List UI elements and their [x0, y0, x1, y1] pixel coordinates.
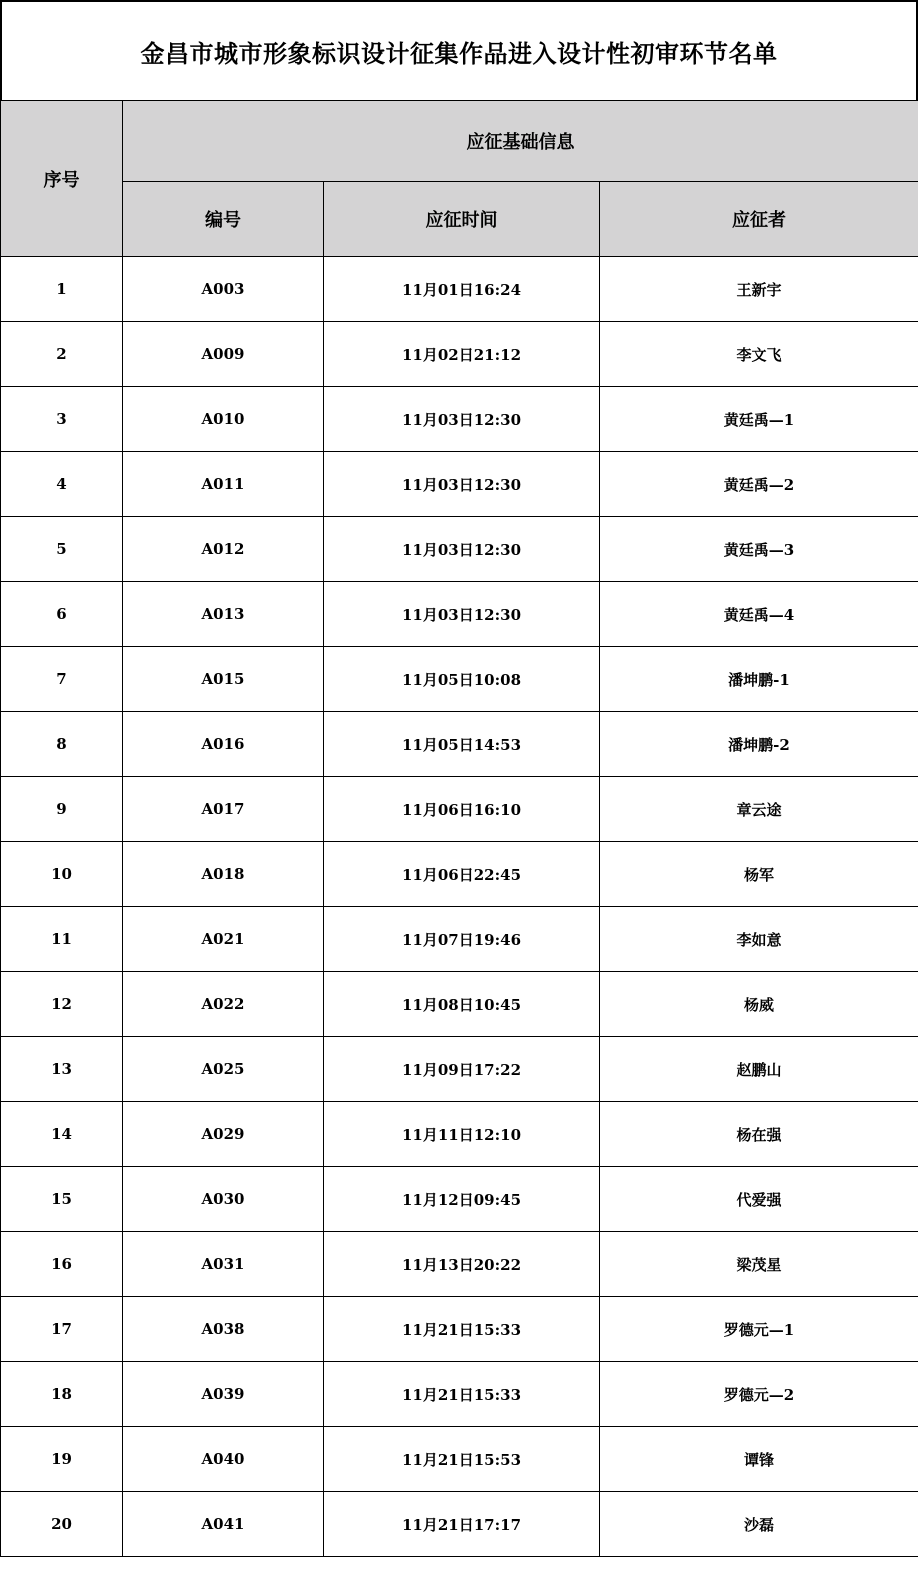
cell-seq: 20 — [1, 1492, 123, 1557]
cell-code: A011 — [123, 452, 324, 517]
cell-applicant: 杨军 — [600, 842, 918, 907]
table-row — [1, 647, 918, 712]
cell-applicant: 王新宇 — [600, 257, 918, 322]
applicant-table — [0, 100, 918, 1557]
cell-time: 11月03日12:30 — [324, 517, 600, 582]
cell-time: 11月07日19:46 — [324, 907, 600, 972]
table-body — [1, 257, 918, 1557]
table-row — [1, 1102, 918, 1167]
cell-seq: 8 — [1, 712, 123, 777]
table-row — [1, 1362, 918, 1427]
cell-code: A040 — [123, 1427, 324, 1492]
cell-time: 11月05日10:08 — [324, 647, 600, 712]
cell-code: A039 — [123, 1362, 324, 1427]
cell-applicant: 李如意 — [600, 907, 918, 972]
cell-code: A017 — [123, 777, 324, 842]
table-row — [1, 1492, 918, 1557]
cell-code: A016 — [123, 712, 324, 777]
cell-time: 11月01日16:24 — [324, 257, 600, 322]
table-row — [1, 777, 918, 842]
cell-seq: 7 — [1, 647, 123, 712]
cell-seq: 2 — [1, 322, 123, 387]
header-row-group — [1, 101, 918, 182]
cell-seq: 6 — [1, 582, 123, 647]
table-row — [1, 452, 918, 517]
cell-time: 11月03日12:30 — [324, 387, 600, 452]
document-title: 金昌市城市形象标识设计征集作品进入设计性初审环节名单 — [140, 38, 778, 68]
cell-applicant: 黄廷禹—4 — [600, 582, 918, 647]
header-seq: 序号 — [1, 101, 123, 257]
cell-applicant: 梁茂星 — [600, 1232, 918, 1297]
cell-code: A015 — [123, 647, 324, 712]
cell-applicant: 黄廷禹—2 — [600, 452, 918, 517]
cell-time: 11月21日17:17 — [324, 1492, 600, 1557]
cell-applicant: 谭锋 — [600, 1427, 918, 1492]
cell-time: 11月21日15:33 — [324, 1362, 600, 1427]
cell-seq: 15 — [1, 1167, 123, 1232]
cell-time: 11月09日17:22 — [324, 1037, 600, 1102]
cell-code: A003 — [123, 257, 324, 322]
cell-seq: 1 — [1, 257, 123, 322]
header-applicant: 应征者 — [600, 182, 918, 257]
cell-time: 11月03日12:30 — [324, 582, 600, 647]
cell-code: A013 — [123, 582, 324, 647]
cell-time: 11月06日22:45 — [324, 842, 600, 907]
cell-code: A022 — [123, 972, 324, 1037]
cell-seq: 19 — [1, 1427, 123, 1492]
cell-code: A038 — [123, 1297, 324, 1362]
cell-code: A029 — [123, 1102, 324, 1167]
title-box — [0, 0, 918, 102]
cell-seq: 9 — [1, 777, 123, 842]
table-header — [1, 101, 918, 257]
cell-applicant: 杨在强 — [600, 1102, 918, 1167]
cell-applicant: 代爱强 — [600, 1167, 918, 1232]
cell-time: 11月11日12:10 — [324, 1102, 600, 1167]
cell-applicant: 黄廷禹—1 — [600, 387, 918, 452]
cell-code: A012 — [123, 517, 324, 582]
cell-code: A009 — [123, 322, 324, 387]
table-row — [1, 712, 918, 777]
cell-code: A031 — [123, 1232, 324, 1297]
cell-seq: 14 — [1, 1102, 123, 1167]
table-row — [1, 257, 918, 322]
cell-time: 11月02日21:12 — [324, 322, 600, 387]
cell-seq: 18 — [1, 1362, 123, 1427]
header-time: 应征时间 — [324, 182, 600, 257]
cell-seq: 10 — [1, 842, 123, 907]
cell-applicant: 李文飞 — [600, 322, 918, 387]
cell-seq: 13 — [1, 1037, 123, 1102]
cell-time: 11月12日09:45 — [324, 1167, 600, 1232]
cell-time: 11月21日15:33 — [324, 1297, 600, 1362]
cell-code: A030 — [123, 1167, 324, 1232]
table-row — [1, 1297, 918, 1362]
cell-applicant: 赵鹏山 — [600, 1037, 918, 1102]
cell-seq: 16 — [1, 1232, 123, 1297]
table-row — [1, 582, 918, 647]
cell-time: 11月05日14:53 — [324, 712, 600, 777]
cell-code: A041 — [123, 1492, 324, 1557]
cell-code: A018 — [123, 842, 324, 907]
cell-seq: 4 — [1, 452, 123, 517]
cell-seq: 5 — [1, 517, 123, 582]
table-row — [1, 1167, 918, 1232]
cell-code: A021 — [123, 907, 324, 972]
cell-seq: 11 — [1, 907, 123, 972]
cell-seq: 12 — [1, 972, 123, 1037]
cell-seq: 17 — [1, 1297, 123, 1362]
cell-applicant: 沙磊 — [600, 1492, 918, 1557]
table-row — [1, 322, 918, 387]
header-group-basic-info: 应征基础信息 — [123, 101, 918, 182]
cell-time: 11月13日20:22 — [324, 1232, 600, 1297]
cell-time: 11月21日15:53 — [324, 1427, 600, 1492]
cell-applicant: 潘坤鹏-2 — [600, 712, 918, 777]
cell-applicant: 章云途 — [600, 777, 918, 842]
cell-applicant: 黄廷禹—3 — [600, 517, 918, 582]
cell-code: A010 — [123, 387, 324, 452]
cell-time: 11月08日10:45 — [324, 972, 600, 1037]
table-row — [1, 387, 918, 452]
table-row — [1, 1427, 918, 1492]
header-code: 编号 — [123, 182, 324, 257]
cell-applicant: 杨威 — [600, 972, 918, 1037]
table-row — [1, 972, 918, 1037]
table-row — [1, 907, 918, 972]
table-row — [1, 842, 918, 907]
cell-applicant: 罗德元—2 — [600, 1362, 918, 1427]
cell-time: 11月03日12:30 — [324, 452, 600, 517]
header-row-columns — [1, 182, 918, 257]
cell-time: 11月06日16:10 — [324, 777, 600, 842]
cell-applicant: 罗德元—1 — [600, 1297, 918, 1362]
cell-applicant: 潘坤鹏-1 — [600, 647, 918, 712]
table-row — [1, 1232, 918, 1297]
cell-code: A025 — [123, 1037, 324, 1102]
cell-seq: 3 — [1, 387, 123, 452]
table-row — [1, 1037, 918, 1102]
table-row — [1, 517, 918, 582]
